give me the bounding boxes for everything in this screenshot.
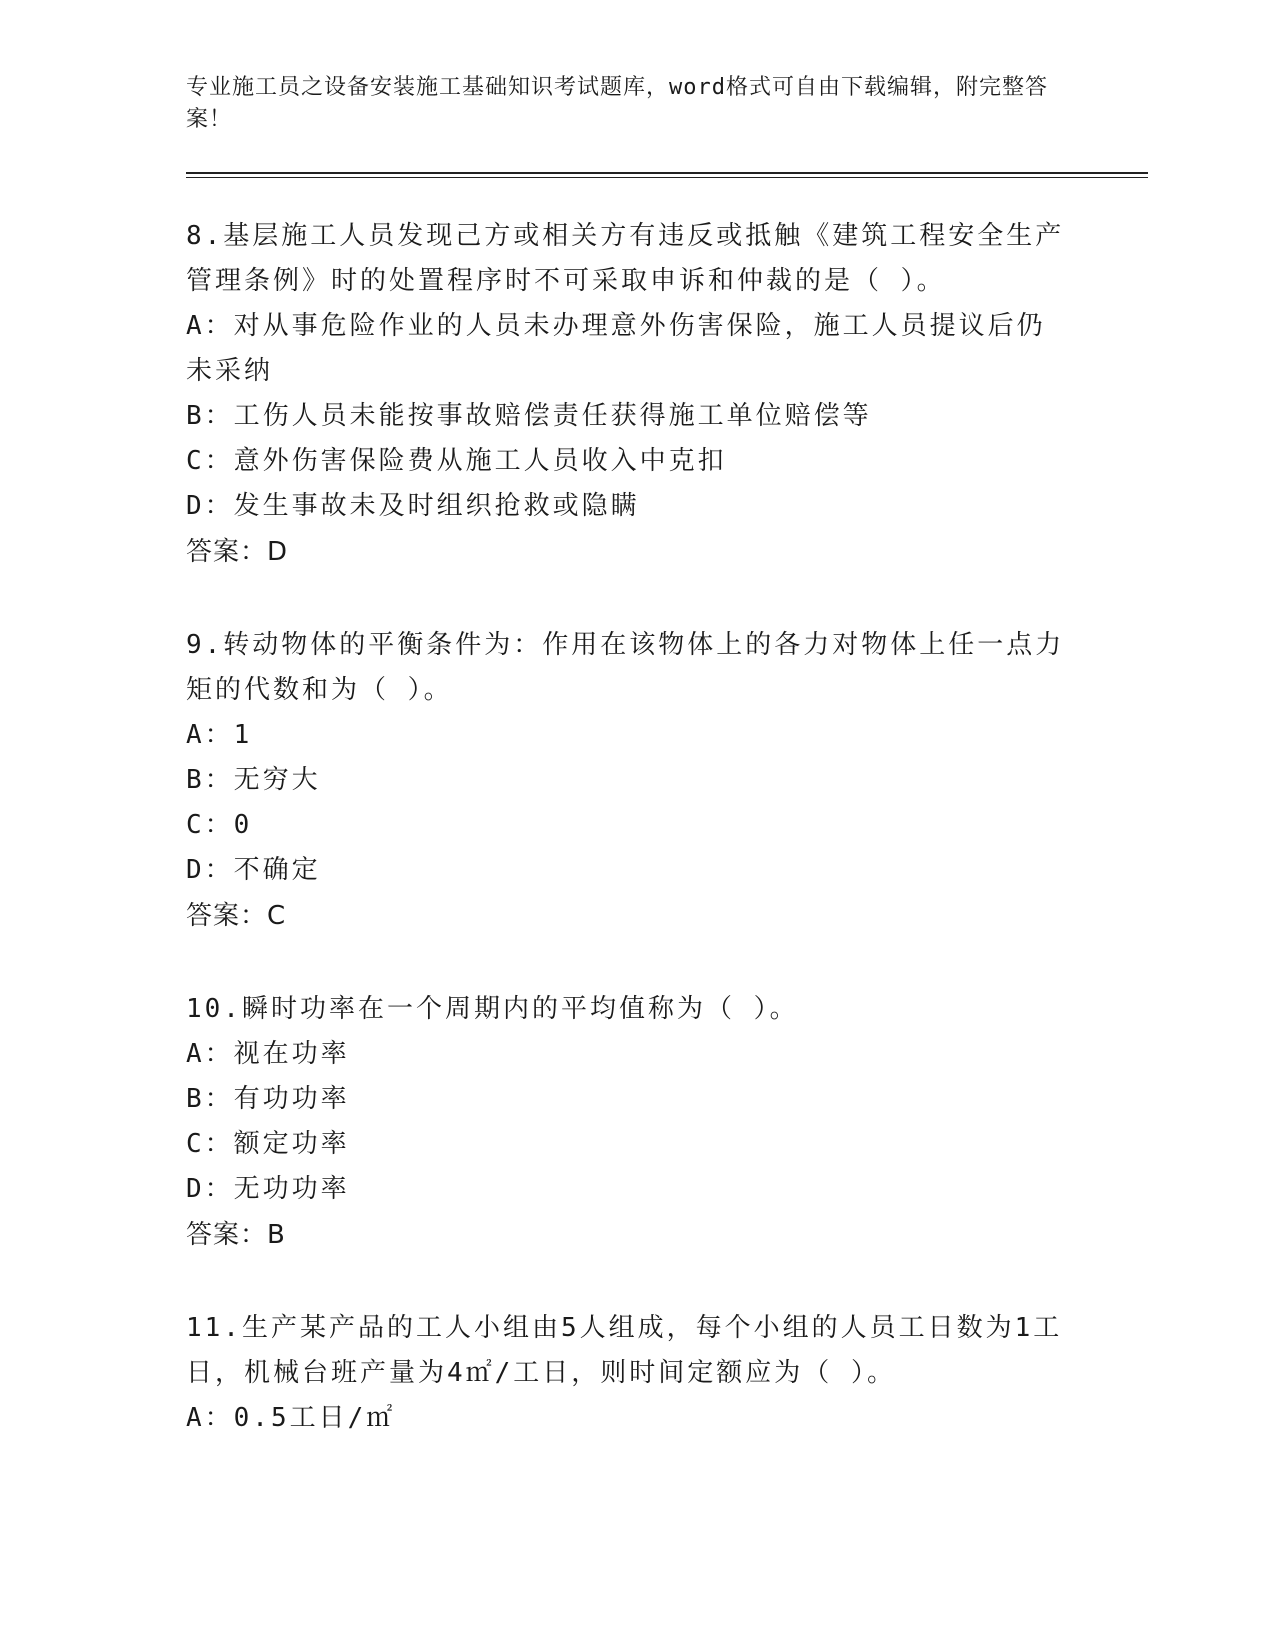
document-header: 专业施工员之设备安装施工基础知识考试题库，word格式可自由下载编辑，附完整答案！ (186, 75, 1048, 132)
option-c: C：意外伤害保险费从施工人员收入中克扣 (186, 446, 727, 476)
question-stem: 11.生产某产品的工人小组由5人组成，每个小组的人员工日数为1工日，机械台班产量为4㎡/工日，则时间定额应为（ ）。 (186, 1313, 1063, 1388)
option-d: D：发生事故未及时组织抢救或隐瞒 (186, 491, 640, 521)
answer: 答案：B (186, 1220, 286, 1250)
header-divider (186, 172, 1148, 178)
option-a: A：1 (186, 720, 253, 750)
option-c: C：0 (186, 810, 253, 840)
option-b: B：工伤人员未能按事故赔偿责任获得施工单位赔偿等 (186, 401, 872, 431)
question-11 (186, 1306, 1146, 1441)
option-a: A：对从事危险作业的人员未办理意外伤害保险，施工人员提议后仍未采纳 (186, 311, 1046, 386)
option-a: A：视在功率 (186, 1039, 350, 1069)
answer: 答案：D (186, 537, 289, 567)
document-page (186, 72, 1146, 1489)
question-stem: 10.瞬时功率在一个周期内的平均值称为（ ）。 (186, 994, 799, 1024)
question-stem: 9.转动物体的平衡条件为：作用在该物体上的各力对物体上任一点力矩的代数和为（ ）。 (186, 630, 1065, 705)
question-9 (186, 623, 1146, 939)
question-stem: 8.基层施工人员发现己方或相关方有违反或抵触《建筑工程安全生产管理条例》时的处置程序时不可采取申诉和仲裁的是（ ）。 (186, 221, 1065, 296)
option-a: A：0.5工日/㎡ (186, 1403, 396, 1433)
question-10 (186, 987, 1146, 1258)
option-b: B：无穷大 (186, 765, 321, 795)
option-b: B：有功功率 (186, 1084, 350, 1114)
question-list (186, 214, 1146, 1441)
option-d: D：无功功率 (186, 1174, 350, 1204)
answer: 答案：C (186, 901, 287, 931)
option-c: C：额定功率 (186, 1129, 350, 1159)
option-d: D：不确定 (186, 855, 321, 885)
question-8 (186, 214, 1146, 575)
